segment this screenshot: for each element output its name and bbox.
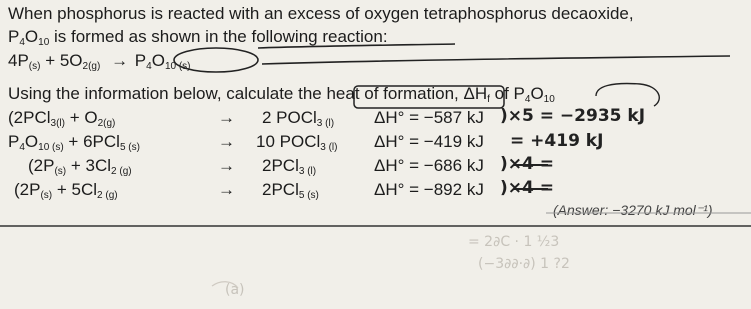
equation-2-enthalpy: ΔH° = −419 kJ	[374, 132, 484, 151]
equation-4-enthalpy: ΔH° = −892 kJ	[374, 180, 484, 199]
equation-3-rhs: 2PCl$_{3 (l)}$	[262, 156, 317, 177]
equation-2-rhs: 10 POCl$_{3 (l)}$	[256, 132, 338, 153]
p4o10-circle-stroke	[596, 84, 659, 107]
equation-2-lhs: $P_4O_{10 (s)} + 6PCl_{5 (s)}$	[8, 132, 140, 153]
faint-pencil-mark-3: (a)	[225, 282, 245, 298]
faint-pencil-mark-1: = 2∂C · 1 ½3	[468, 234, 560, 250]
equation-1-lhs: ($2PCl_{3(l)} + O_{2(g)}$	[8, 108, 116, 129]
equation-4-lhs: ($2P_{(s)} + 5Cl_{2 (g)}$	[14, 180, 118, 201]
product-circle	[174, 48, 258, 72]
answer-text: (Answer: −3270 kJ mol⁻¹)	[553, 202, 713, 218]
equation-4-rhs: 2PCl$_{5 (s)}$	[262, 180, 319, 201]
instruction-line: Using the information below, calculate the heat of formation, $\Delta H_f$ of $P_4O_{10}$	[8, 84, 555, 105]
main-reaction: $4P_{(s)} + 5O_{2(g)} \to P_4O_{10 (s)}$	[8, 51, 191, 72]
heat-of-formation-box	[354, 86, 504, 108]
equation-3-arrow: →	[218, 156, 235, 175]
product-formula: $P_4O_{10 (s)}$	[134, 51, 191, 72]
long-pen-line	[262, 56, 730, 64]
equation-2-arrow: →	[218, 132, 235, 151]
question-line-1: When phosphorus is reacted with an excess of oxygen tetraphosphorus decaoxide,	[8, 4, 634, 23]
equation-4-arrow: →	[218, 180, 235, 199]
question-line-2: $P_4O_{10}$ is formed as shown in the following reaction:	[8, 27, 388, 48]
equation-3-enthalpy: ΔH° = −686 kJ	[374, 156, 484, 175]
equation-1-enthalpy: ΔH° = −587 kJ	[374, 108, 484, 127]
faint-arrow-mark	[212, 282, 238, 288]
equation-3-handwritten-note: )×4 =	[500, 154, 555, 174]
equation-1-arrow: →	[218, 108, 235, 127]
faint-pencil-mark-2: (−3∂∂·∂) 1 ?2	[478, 256, 570, 272]
equation-2-handwritten-note: = +419 kJ	[510, 131, 604, 151]
equation-1-rhs: 2 POCl$_{3 (l)}$	[262, 108, 335, 129]
equation-1-handwritten-note: )×5 = −2935 kJ	[500, 106, 646, 126]
underline-stroke	[258, 44, 455, 48]
equation-4-handwritten-note: )×4 =	[500, 178, 555, 198]
equation-3-lhs: ($2P_{(s)} + 3Cl_{2 (g)}$	[28, 156, 132, 177]
